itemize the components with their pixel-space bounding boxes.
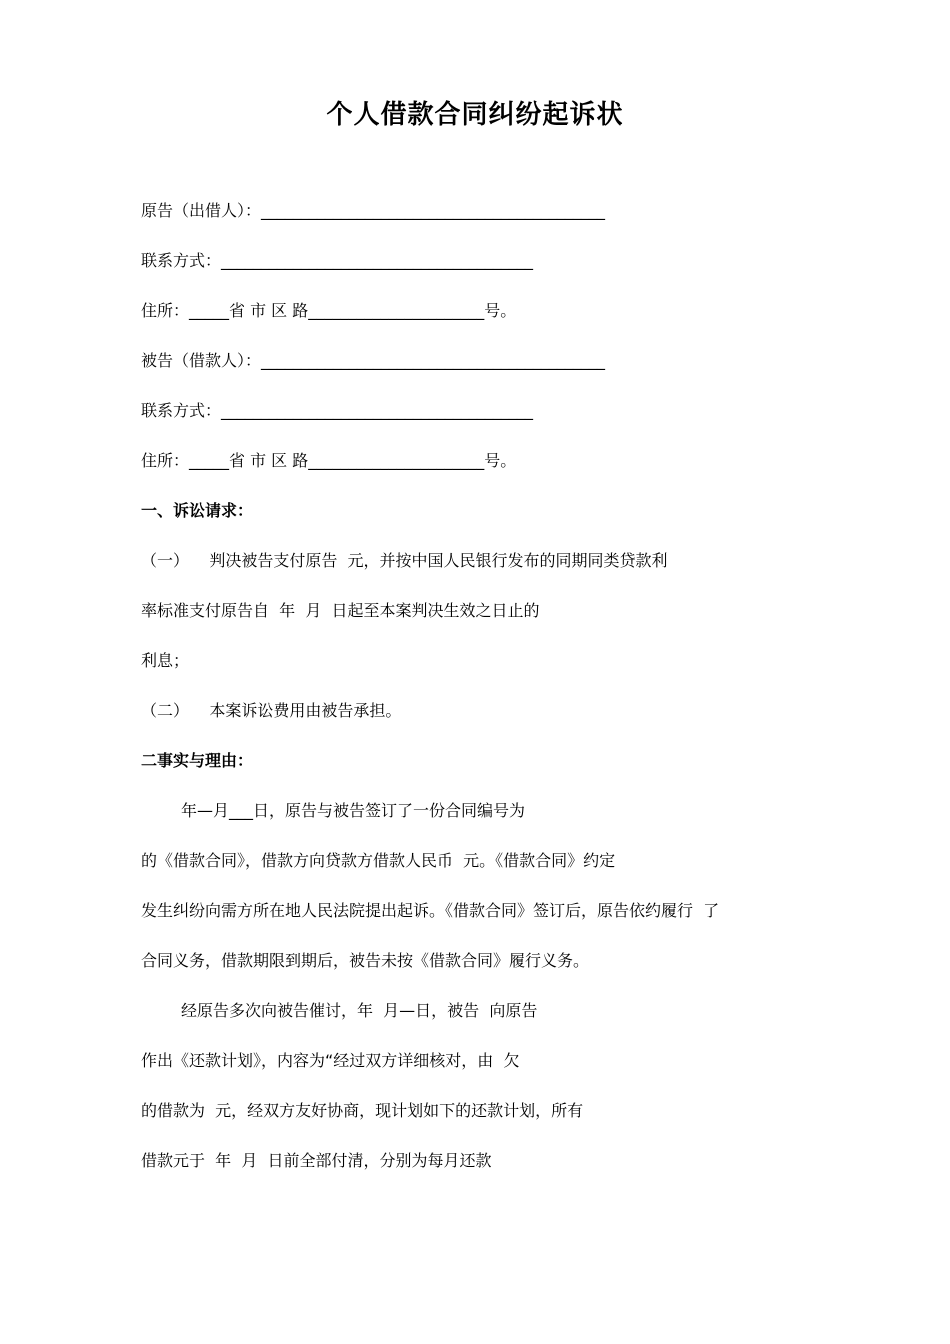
facts-paragraph-1-line-2: 的《借款合同》，借款方向贷款方借款人民币 元。《借款合同》约定 [141, 851, 616, 870]
document-title: 个人借款合同纠纷起诉状 [326, 100, 624, 130]
facts-paragraph-2-line-3: 的借款为 元，经双方友好协商，现计划如下的还款计划，所有 [141, 1101, 584, 1120]
claim-1-line-3: 利息； [141, 651, 190, 670]
claim-1-line-1: （一） 判决被告支付原告 元，并按中国人民银行发布的同期同类贷款利 [141, 551, 668, 570]
facts-paragraph-2-line-2: 作出《还款计划》，内容为“经过双方详细核对，由 欠 [141, 1051, 520, 1070]
plaintiff-contact-line: 联系方式：_______________________________________ [141, 251, 534, 270]
defendant-address-line: 住所：_____省 市 区 路______________________号。 [141, 451, 517, 470]
plaintiff-address-line: 住所：_____省 市 区 路______________________号。 [141, 301, 517, 320]
facts-paragraph-2-line-1: 经原告多次向被告催讨，年 月—日，被告 向原告 [181, 1001, 538, 1020]
facts-paragraph-1-line-4: 合同义务，借款期限到期后，被告未按《借款合同》履行义务。 [141, 951, 590, 970]
plaintiff-name-line: 原告（出借人）：___________________________________________ [141, 201, 606, 220]
section-heading-claims: 一、诉讼请求： [141, 501, 254, 520]
facts-paragraph-1-line-1: 年—月___日，原告与被告签订了一份合同编号为 [181, 801, 526, 820]
claim-2-line: （二） 本案诉讼费用由被告承担。 [141, 701, 402, 720]
facts-paragraph-2-line-4: 借款元于 年 月 日前全部付清，分别为每月还款 [141, 1151, 492, 1170]
defendant-contact-line: 联系方式：_______________________________________ [141, 401, 534, 420]
facts-paragraph-1-line-3: 发生纠纷向需方所在地人民法院提出起诉。《借款合同》签订后，原告依约履行 了 [141, 901, 720, 920]
claim-1-line-2: 率标准支付原告自 年 月 日起至本案判决生效之日止的 [141, 601, 540, 620]
defendant-name-line: 被告（借款人）：___________________________________________ [141, 351, 606, 370]
section-heading-facts: 二事实与理由： [141, 751, 254, 770]
